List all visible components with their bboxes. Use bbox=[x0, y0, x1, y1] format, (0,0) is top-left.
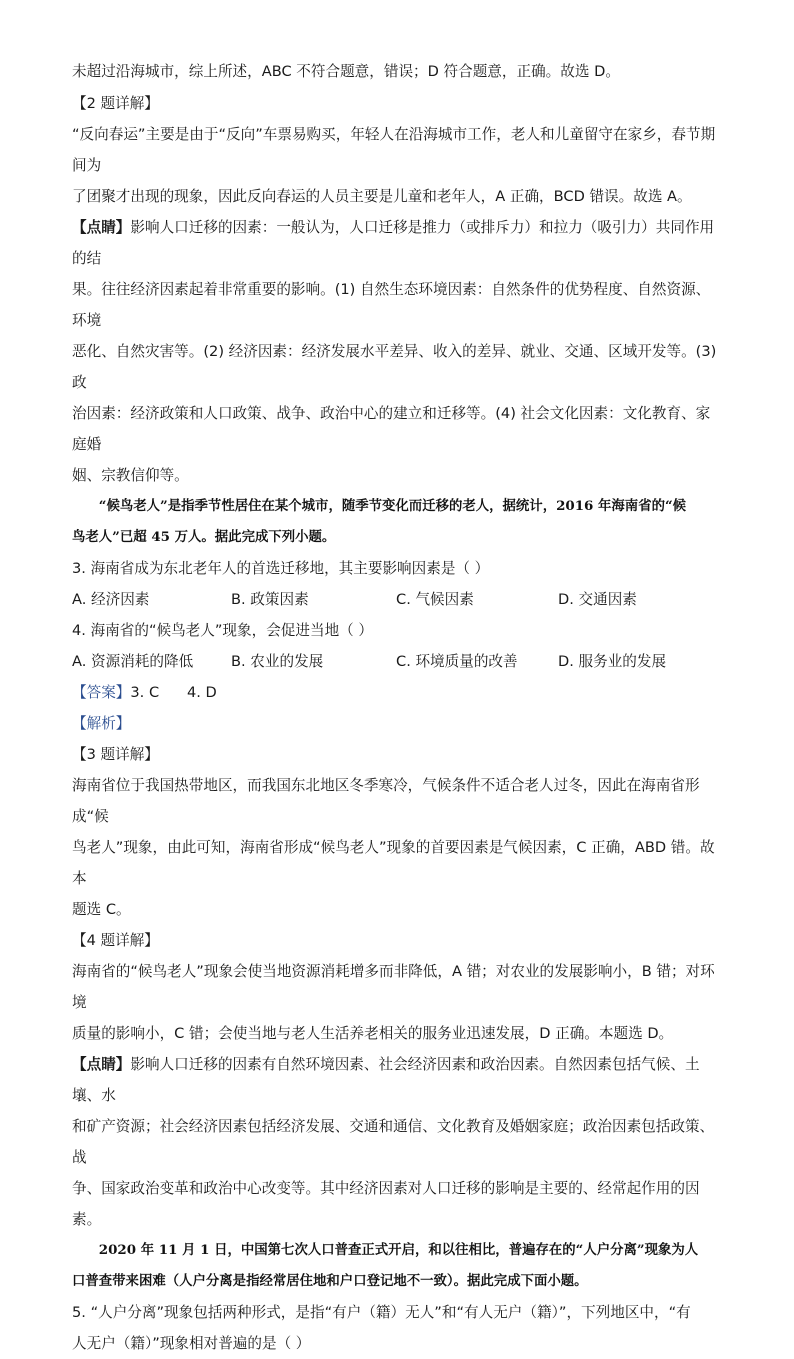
question-3: 3. 海南省成为东北老年人的首选迁移地，其主要影响因素是（ ） bbox=[72, 560, 490, 577]
text-line: 质量的影响小，C 错；会使当地与老人生活养老相关的服务业迅速发展，D 正确。本题选 D。 bbox=[72, 1025, 674, 1042]
text-line: 鸟老人”现象，由此可知，海南省形成“候鸟老人”现象的首要因素是气候因素，C 正确，ABD 错。故本 bbox=[72, 839, 715, 887]
option-d: D. 服务业的发展 bbox=[558, 653, 667, 670]
tip-paragraph bbox=[72, 1049, 722, 1111]
tip-paragraph bbox=[72, 212, 722, 274]
tip-tag: 【点睛】 bbox=[72, 219, 131, 236]
text-line: 争、国家政治变革和政治中心改变等。其中经济因素对人口迁移的影响是主要的、经常起作用的因素。 bbox=[72, 1180, 700, 1228]
text-line: 和矿产资源；社会经济因素包括经济发展、交通和通信、文化教育及婚姻家庭；政治因素包括政策、战 bbox=[72, 1118, 715, 1166]
question-5: 5. “人户分离”现象包括两种形式，是指“有户（籍）无人”和“有人无户（籍）”，下列地区中，“有 bbox=[72, 1304, 691, 1321]
option-a: A. 资源消耗的降低 bbox=[72, 653, 194, 670]
text-line: 影响人口迁移的因素有自然环境因素、社会经济因素和政治因素。自然因素包括气候、土壤、水 bbox=[72, 1056, 700, 1104]
option-c: C. 环境质量的改善 bbox=[396, 653, 518, 670]
text-line: 治因素：经济政策和人口政策、战争、政治中心的建立和迁移等。(4) 社会文化因素：文化教育、家庭婚 bbox=[72, 405, 711, 453]
text-line: 海南省的“候鸟老人”现象会使当地资源消耗增多而非降低，A 错；对农业的发展影响小，B 错；对环境 bbox=[72, 963, 715, 1011]
option-a: A. 经济因素 bbox=[72, 591, 150, 608]
text-line: 影响人口迁移的因素：一般认为，人口迁移是推力（或排斥力）和拉力（吸引力）共同作用的结 bbox=[72, 219, 715, 267]
question-3-options bbox=[72, 584, 722, 615]
text-line: 海南省位于我国热带地区，而我国东北地区冬季寒冷，气候条件不适合老人过冬，因此在海南省形成“候 bbox=[72, 777, 700, 825]
analysis-tag: 【解析】 bbox=[72, 715, 131, 732]
text-line: “反向春运”主要是由于“反向”车票易购买，年轻人在沿海城市工作，老人和儿童留守在家乡，春节期间为 bbox=[72, 126, 716, 174]
text-line: 果。往往经济因素起着非常重要的影响。(1) 自然生态环境因素：自然条件的优势程度、自然资源、环境 bbox=[72, 281, 711, 329]
material-text: “候鸟老人”是指季节性居住在某个城市，随季节变化而迁移的老人，据统计，2016 年海南省的“候 bbox=[98, 498, 687, 514]
text-line: 姻、宗教信仰等。 bbox=[72, 467, 189, 484]
section-heading-q4: 【4 题详解】 bbox=[72, 932, 159, 949]
option-b: B. 农业的发展 bbox=[231, 653, 324, 670]
document-page bbox=[72, 62, 722, 1359]
option-d: D. 交通因素 bbox=[558, 591, 637, 608]
text-line: 了团聚才出现的现象，因此反向春运的人员主要是儿童和老年人，A 正确，BCD 错误。故选 A。 bbox=[72, 188, 692, 205]
material-text: 口普查带来困难（人户分离是指经常居住地和户口登记地不一致）。据此完成下面小题。 bbox=[72, 1273, 588, 1289]
answer-tag: 【答案】 bbox=[72, 684, 131, 701]
tip-tag: 【点睛】 bbox=[72, 1056, 131, 1073]
text-line: 恶化、自然灾害等。(2) 经济因素：经济发展水平差异、收入的差异、就业、交通、区域开发等。(3) 政 bbox=[72, 343, 717, 391]
material-text: 鸟老人”已超 45 万人。据此完成下列小题。 bbox=[72, 529, 336, 545]
option-c: C. 气候因素 bbox=[396, 591, 474, 608]
section-heading-q2: 【2 题详解】 bbox=[72, 95, 159, 112]
question-4: 4. 海南省的“候鸟老人”现象，会促进当地（ ） bbox=[72, 622, 374, 639]
section-heading-q3: 【3 题详解】 bbox=[72, 746, 159, 763]
option-b: B. 政策因素 bbox=[231, 591, 309, 608]
answer-line bbox=[72, 677, 722, 708]
material-text: 2020 年 11 月 1 日，中国第七次人口普查正式开启，和以往相比，普遍存在的“人户分离”现象为人 bbox=[98, 1242, 699, 1258]
question-4-options bbox=[72, 646, 722, 677]
text-line: 人无户（籍）”现象相对普遍的是（ ） bbox=[72, 1335, 311, 1352]
text-line: 未超过沿海城市，综上所述，ABC 不符合题意，错误；D 符合题意，正确。故选 D。 bbox=[72, 63, 620, 80]
text-line: 题选 C。 bbox=[72, 901, 131, 918]
answer-value: 3. C 4. D bbox=[130, 684, 217, 701]
